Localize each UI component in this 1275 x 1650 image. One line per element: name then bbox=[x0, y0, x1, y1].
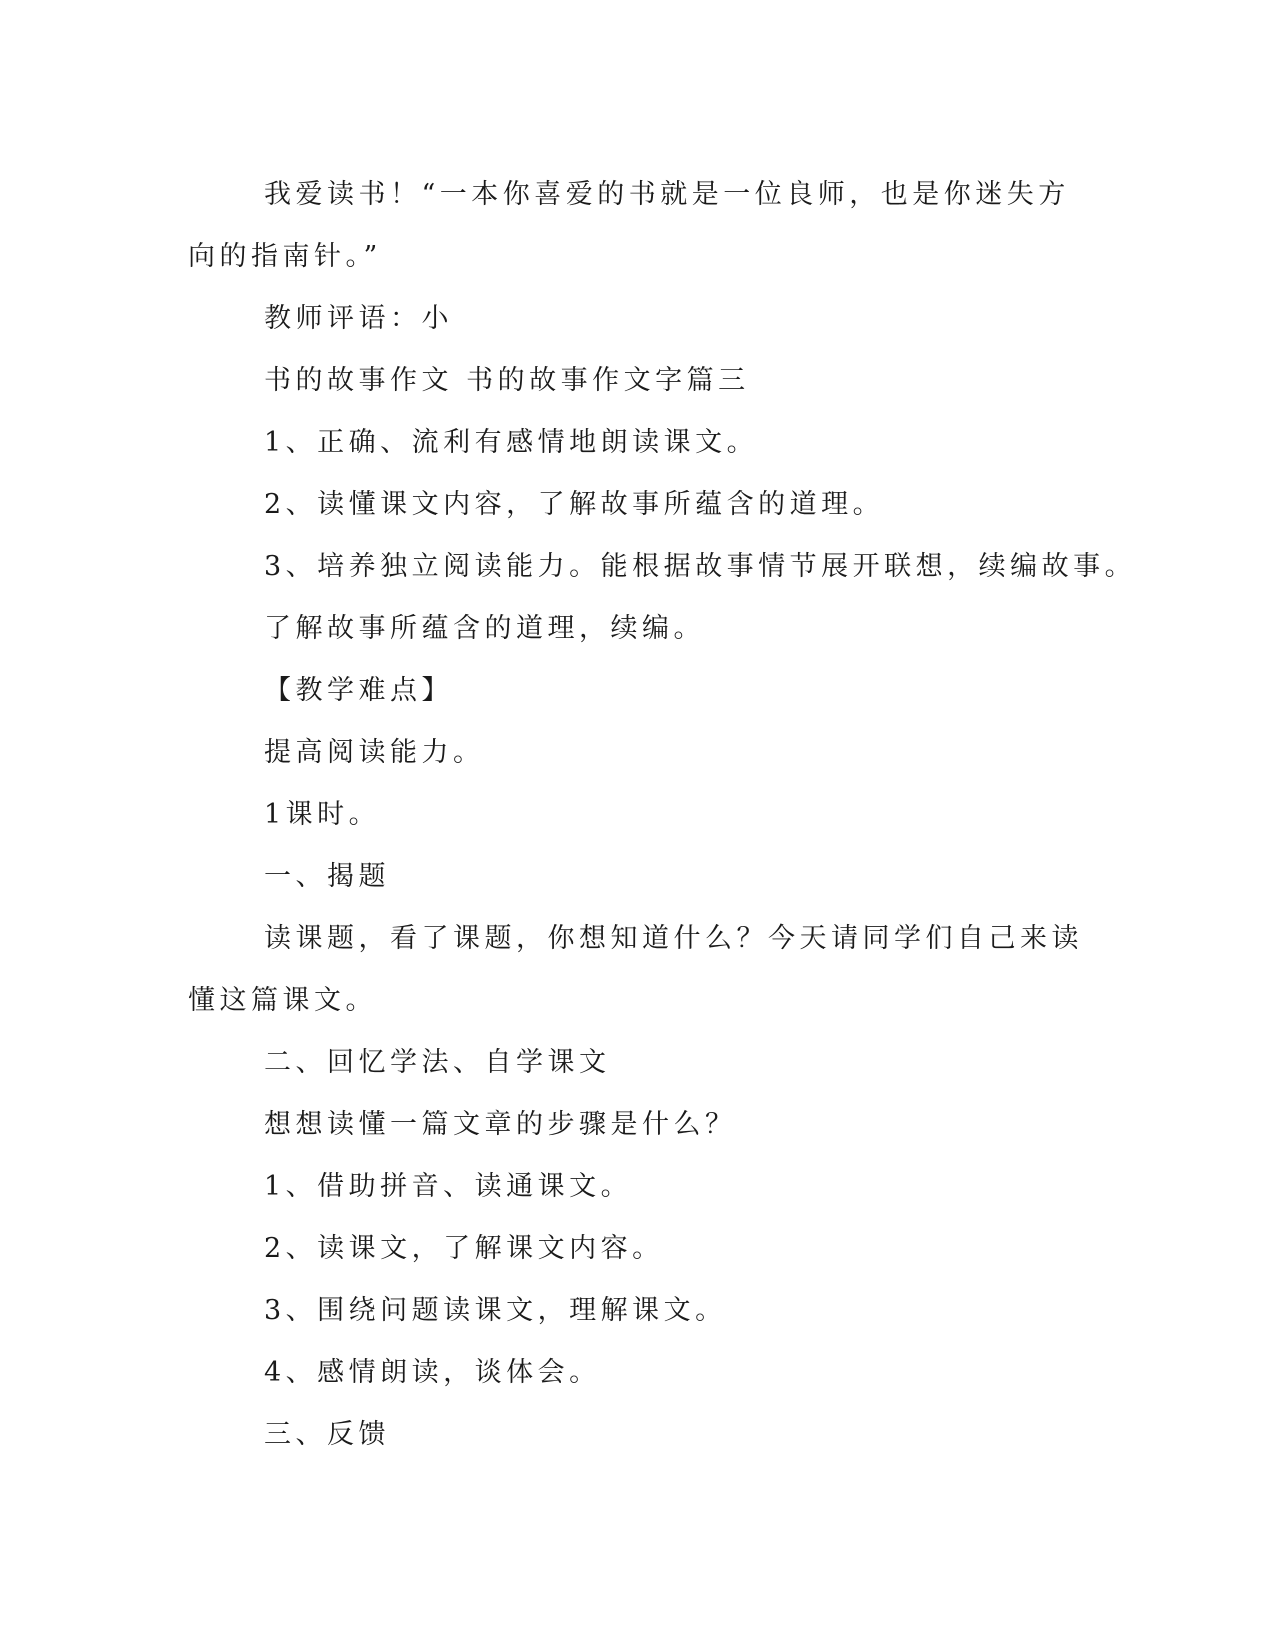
section-heading: 三、反馈 bbox=[264, 1419, 390, 1450]
list-item: 3、围绕问题读课文，理解课文。 bbox=[264, 1295, 727, 1326]
paragraph: 书的故事作文 书的故事作文字篇三 bbox=[264, 365, 750, 396]
section-heading: 一、揭题 bbox=[264, 861, 390, 892]
paragraph: 2、读懂课文内容，了解故事所蕴含的道理。 bbox=[264, 489, 885, 520]
section-heading: 二、回忆学法、自学课文 bbox=[264, 1047, 611, 1078]
paragraph: 读课题，看了课题，你想知道什么？今天请同学们自己来读懂这篇课文。 bbox=[188, 923, 1083, 1016]
paragraph: 想想读懂一篇文章的步骤是什么？ bbox=[264, 1109, 737, 1140]
paragraph: 3、培养独立阅读能力。能根据故事情节展开联想，续编故事。 bbox=[264, 551, 1137, 582]
paragraph: 教师评语：小 bbox=[264, 303, 453, 334]
paragraph: 了解故事所蕴含的道理，续编。 bbox=[264, 613, 705, 644]
list-item: 4、感情朗读，谈体会。 bbox=[264, 1357, 601, 1388]
paragraph: 提高阅读能力。 bbox=[264, 737, 485, 768]
document-body bbox=[188, 164, 1137, 1466]
paragraph: 1、正确、流利有感情地朗读课文。 bbox=[264, 427, 759, 458]
paragraph: 1课时。 bbox=[264, 799, 381, 830]
section-heading: 【教学难点】 bbox=[264, 675, 453, 706]
list-item: 2、读课文，了解课文内容。 bbox=[264, 1233, 664, 1264]
paragraph: 我爱读书！“一本你喜爱的书就是一位良师，也是你迷失方向的指南针。” bbox=[188, 179, 1070, 272]
list-item: 1、借助拼音、读通课文。 bbox=[264, 1171, 633, 1202]
